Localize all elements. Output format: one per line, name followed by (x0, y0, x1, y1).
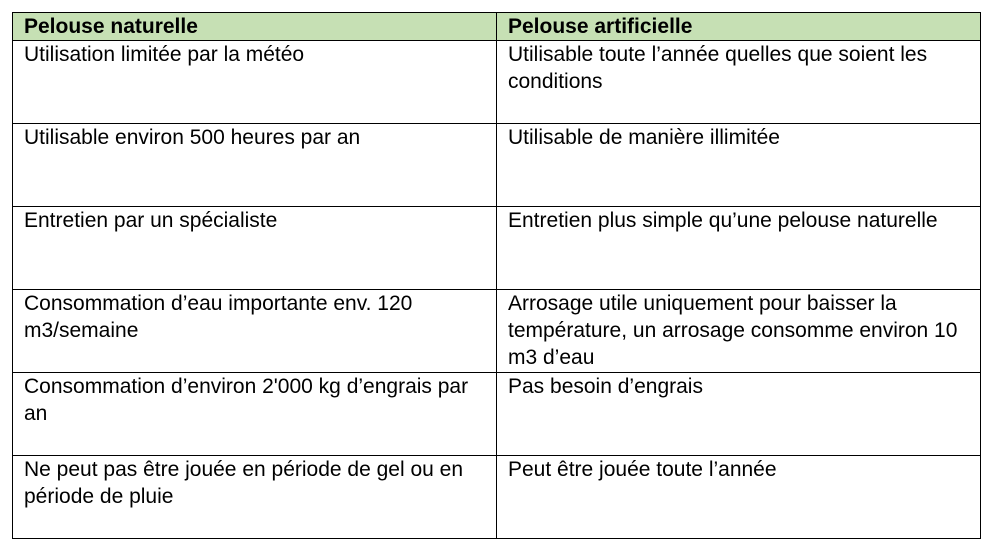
cell-natural: Consommation d’eau importante env. 120 m3/semaine (13, 290, 497, 373)
cell-artificial: Utilisable toute l’année quelles que soient les conditions (497, 41, 981, 124)
comparison-table (12, 12, 981, 539)
cell-natural: Utilisable environ 500 heures par an (13, 124, 497, 207)
table-row (13, 373, 981, 456)
cell-natural: Entretien par un spécialiste (13, 207, 497, 290)
cell-artificial: Pas besoin d’engrais (497, 373, 981, 456)
cell-artificial: Utilisable de manière illimitée (497, 124, 981, 207)
table-row (13, 41, 981, 124)
cell-natural: Consommation d’environ 2'000 kg d’engrais par an (13, 373, 497, 456)
table-row (13, 124, 981, 207)
cell-natural: Utilisation limitée par la météo (13, 41, 497, 124)
table-row (13, 456, 981, 539)
table-row (13, 207, 981, 290)
cell-artificial: Entretien plus simple qu’une pelouse naturelle (497, 207, 981, 290)
cell-artificial: Peut être jouée toute l’année (497, 456, 981, 539)
table-row (13, 290, 981, 373)
header-natural-grass: Pelouse naturelle (13, 13, 497, 41)
cell-natural: Ne peut pas être jouée en période de gel ou en période de pluie (13, 456, 497, 539)
cell-artificial: Arrosage utile uniquement pour baisser la température, un arrosage consomme environ 10 m3 d’eau (497, 290, 981, 373)
table-header-row (13, 13, 981, 41)
header-artificial-grass: Pelouse artificielle (497, 13, 981, 41)
